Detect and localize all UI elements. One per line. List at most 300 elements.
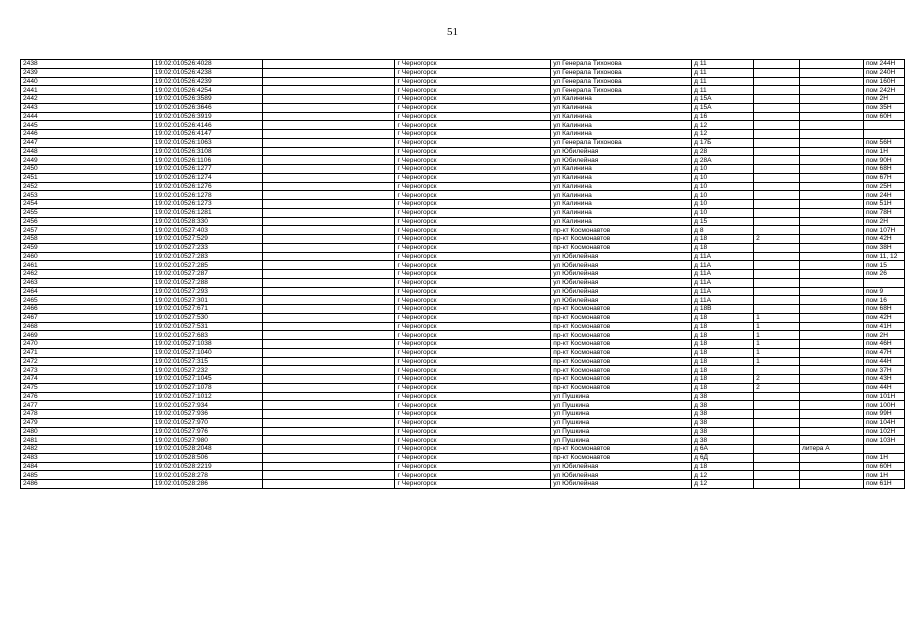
table-row bbox=[21, 112, 905, 121]
street-cell: ул Юбилейная bbox=[551, 471, 692, 480]
premises-cell: пом 38Н bbox=[863, 243, 904, 252]
house-cell: д 11А bbox=[692, 252, 754, 261]
street-cell: ул Юбилейная bbox=[551, 480, 692, 489]
city-cell: г Черногорск bbox=[395, 453, 551, 462]
cadastral-number-cell: 19:02:010527:683 bbox=[152, 331, 262, 340]
house-cell: д 11 bbox=[692, 68, 754, 77]
cadastral-number-cell: 19:02:010527:403 bbox=[152, 226, 262, 235]
row-number-cell: 2445 bbox=[21, 121, 153, 130]
street-cell: ул Калинина bbox=[551, 182, 692, 191]
cadastral-number-cell: 19:02:010526:4238 bbox=[152, 68, 262, 77]
row-number-cell: 2463 bbox=[21, 278, 153, 287]
city-cell: г Черногорск bbox=[395, 77, 551, 86]
building-cell bbox=[754, 252, 800, 261]
street-cell: ул Юбилейная bbox=[551, 156, 692, 165]
letter-cell bbox=[800, 375, 864, 384]
cadastral-number-cell: 19:02:010527:976 bbox=[152, 427, 262, 436]
building-cell bbox=[754, 226, 800, 235]
street-cell: ул Юбилейная bbox=[551, 462, 692, 471]
row-number-cell: 2461 bbox=[21, 261, 153, 270]
row-number-cell: 2472 bbox=[21, 357, 153, 366]
blank-cell-cell bbox=[262, 401, 395, 410]
cadastral-number-cell: 19:02:010526:1063 bbox=[152, 138, 262, 147]
building-cell: 1 bbox=[754, 348, 800, 357]
city-cell: г Черногорск bbox=[395, 252, 551, 261]
blank-cell-cell bbox=[262, 366, 395, 375]
house-cell: д 18 bbox=[692, 331, 754, 340]
table-row bbox=[21, 68, 905, 77]
letter-cell bbox=[800, 401, 864, 410]
row-number-cell: 2485 bbox=[21, 471, 153, 480]
city-cell: г Черногорск bbox=[395, 208, 551, 217]
cadastral-number-cell: 19:02:010527:980 bbox=[152, 436, 262, 445]
city-cell: г Черногорск bbox=[395, 340, 551, 349]
premises-cell: пом 2Н bbox=[863, 331, 904, 340]
cadastral-number-cell: 19:02:010527:936 bbox=[152, 410, 262, 419]
table-row bbox=[21, 182, 905, 191]
cadastral-table bbox=[20, 59, 905, 489]
city-cell: г Черногорск bbox=[395, 401, 551, 410]
letter-cell bbox=[800, 191, 864, 200]
row-number-cell: 2481 bbox=[21, 436, 153, 445]
house-cell: д 38 bbox=[692, 436, 754, 445]
building-cell bbox=[754, 287, 800, 296]
table-row bbox=[21, 60, 905, 69]
table-row bbox=[21, 296, 905, 305]
building-cell bbox=[754, 261, 800, 270]
premises-cell: пом 47Н bbox=[863, 348, 904, 357]
blank-cell-cell bbox=[262, 112, 395, 121]
premises-cell: пом 1Н bbox=[863, 453, 904, 462]
table-row bbox=[21, 305, 905, 314]
city-cell: г Черногорск bbox=[395, 366, 551, 375]
premises-cell: пом 43Н bbox=[863, 375, 904, 384]
house-cell: д 28 bbox=[692, 147, 754, 156]
street-cell: ул Юбилейная bbox=[551, 270, 692, 279]
city-cell: г Черногорск bbox=[395, 130, 551, 139]
cadastral-number-cell: 19:02:010526:1277 bbox=[152, 165, 262, 174]
table-row bbox=[21, 95, 905, 104]
premises-cell: пом 99Н bbox=[863, 410, 904, 419]
table-row bbox=[21, 235, 905, 244]
building-cell bbox=[754, 182, 800, 191]
cadastral-number-cell: 19:02:010528:2219 bbox=[152, 462, 262, 471]
letter-cell bbox=[800, 313, 864, 322]
street-cell: ул Юбилейная bbox=[551, 287, 692, 296]
blank-cell-cell bbox=[262, 340, 395, 349]
letter-cell bbox=[800, 453, 864, 462]
premises-cell: пом 61Н bbox=[863, 480, 904, 489]
city-cell: г Черногорск bbox=[395, 95, 551, 104]
row-number-cell: 2441 bbox=[21, 86, 153, 95]
table-row bbox=[21, 270, 905, 279]
row-number-cell: 2452 bbox=[21, 182, 153, 191]
blank-cell-cell bbox=[262, 348, 395, 357]
table-row bbox=[21, 77, 905, 86]
cadastral-number-cell: 19:02:010526:1278 bbox=[152, 191, 262, 200]
letter-cell bbox=[800, 287, 864, 296]
table-row bbox=[21, 418, 905, 427]
city-cell: г Черногорск bbox=[395, 383, 551, 392]
letter-cell bbox=[800, 278, 864, 287]
cadastral-number-cell: 19:02:010526:3108 bbox=[152, 147, 262, 156]
letter-cell bbox=[800, 68, 864, 77]
house-cell: д 18 bbox=[692, 366, 754, 375]
house-cell: д 11 bbox=[692, 77, 754, 86]
letter-cell bbox=[800, 243, 864, 252]
table-row bbox=[21, 357, 905, 366]
letter-cell bbox=[800, 103, 864, 112]
row-number-cell: 2450 bbox=[21, 165, 153, 174]
premises-cell: пом 42Н bbox=[863, 235, 904, 244]
letter-cell: литера А bbox=[800, 445, 864, 454]
city-cell: г Черногорск bbox=[395, 68, 551, 77]
cadastral-number-cell: 19:02:010527:970 bbox=[152, 418, 262, 427]
building-cell bbox=[754, 418, 800, 427]
letter-cell bbox=[800, 366, 864, 375]
building-cell bbox=[754, 208, 800, 217]
cadastral-number-cell: 19:02:010526:3646 bbox=[152, 103, 262, 112]
table-row bbox=[21, 331, 905, 340]
letter-cell bbox=[800, 261, 864, 270]
row-number-cell: 2466 bbox=[21, 305, 153, 314]
letter-cell bbox=[800, 138, 864, 147]
building-cell bbox=[754, 401, 800, 410]
premises-cell: пом 107Н bbox=[863, 226, 904, 235]
building-cell bbox=[754, 392, 800, 401]
cadastral-number-cell: 19:02:010527:1045 bbox=[152, 375, 262, 384]
blank-cell-cell bbox=[262, 226, 395, 235]
letter-cell bbox=[800, 471, 864, 480]
blank-cell-cell bbox=[262, 173, 395, 182]
street-cell: ул Генерала Тихонова bbox=[551, 60, 692, 69]
blank-cell-cell bbox=[262, 130, 395, 139]
table-row bbox=[21, 410, 905, 419]
street-cell: ул Генерала Тихонова bbox=[551, 77, 692, 86]
street-cell: ул Калинина bbox=[551, 191, 692, 200]
blank-cell-cell bbox=[262, 138, 395, 147]
row-number-cell: 2469 bbox=[21, 331, 153, 340]
blank-cell-cell bbox=[262, 261, 395, 270]
cadastral-number-cell: 19:02:010526:4147 bbox=[152, 130, 262, 139]
blank-cell-cell bbox=[262, 165, 395, 174]
street-cell: ул Генерала Тихонова bbox=[551, 86, 692, 95]
cadastral-number-cell: 19:02:010527:293 bbox=[152, 287, 262, 296]
building-cell bbox=[754, 103, 800, 112]
premises-cell: пом 101Н bbox=[863, 392, 904, 401]
building-cell bbox=[754, 480, 800, 489]
street-cell: пр-кт Космонавтов bbox=[551, 453, 692, 462]
premises-cell: пом 68Н bbox=[863, 165, 904, 174]
street-cell: ул Калинина bbox=[551, 165, 692, 174]
cadastral-number-cell: 19:02:010527:1040 bbox=[152, 348, 262, 357]
street-cell: пр-кт Космонавтов bbox=[551, 235, 692, 244]
street-cell: пр-кт Космонавтов bbox=[551, 243, 692, 252]
row-number-cell: 2448 bbox=[21, 147, 153, 156]
letter-cell bbox=[800, 165, 864, 174]
street-cell: ул Юбилейная bbox=[551, 296, 692, 305]
table-row bbox=[21, 366, 905, 375]
premises-cell: пом 37Н bbox=[863, 366, 904, 375]
letter-cell bbox=[800, 340, 864, 349]
street-cell: пр-кт Космонавтов bbox=[551, 322, 692, 331]
street-cell: ул Юбилейная bbox=[551, 261, 692, 270]
row-number-cell: 2449 bbox=[21, 156, 153, 165]
cadastral-number-cell: 19:02:010526:3919 bbox=[152, 112, 262, 121]
row-number-cell: 2475 bbox=[21, 383, 153, 392]
house-cell: д 18 bbox=[692, 357, 754, 366]
cadastral-number-cell: 19:02:010528:278 bbox=[152, 471, 262, 480]
row-number-cell: 2458 bbox=[21, 235, 153, 244]
house-cell: д 18В bbox=[692, 305, 754, 314]
row-number-cell: 2442 bbox=[21, 95, 153, 104]
table-row bbox=[21, 156, 905, 165]
premises-cell: пом 46Н bbox=[863, 340, 904, 349]
building-cell bbox=[754, 95, 800, 104]
street-cell: ул Калинина bbox=[551, 217, 692, 226]
table-row bbox=[21, 401, 905, 410]
cadastral-number-cell: 19:02:010527:934 bbox=[152, 401, 262, 410]
premises-cell: пом 25Н bbox=[863, 182, 904, 191]
premises-cell: пом 44Н bbox=[863, 383, 904, 392]
city-cell: г Черногорск bbox=[395, 331, 551, 340]
city-cell: г Черногорск bbox=[395, 217, 551, 226]
premises-cell: пом 2Н bbox=[863, 95, 904, 104]
house-cell: д 18 bbox=[692, 322, 754, 331]
row-number-cell: 2443 bbox=[21, 103, 153, 112]
house-cell: д 6Д bbox=[692, 453, 754, 462]
building-cell bbox=[754, 270, 800, 279]
row-number-cell: 2470 bbox=[21, 340, 153, 349]
cadastral-number-cell: 19:02:010527:530 bbox=[152, 313, 262, 322]
city-cell: г Черногорск bbox=[395, 471, 551, 480]
row-number-cell: 2473 bbox=[21, 366, 153, 375]
cadastral-number-cell: 19:02:010527:671 bbox=[152, 305, 262, 314]
table-row bbox=[21, 252, 905, 261]
premises-cell bbox=[863, 445, 904, 454]
house-cell: д 8 bbox=[692, 226, 754, 235]
building-cell bbox=[754, 121, 800, 130]
blank-cell-cell bbox=[262, 322, 395, 331]
premises-cell: пом 42Н bbox=[863, 313, 904, 322]
table-row bbox=[21, 226, 905, 235]
premises-cell: пом 67Н bbox=[863, 173, 904, 182]
letter-cell bbox=[800, 436, 864, 445]
row-number-cell: 2444 bbox=[21, 112, 153, 121]
street-cell: пр-кт Космонавтов bbox=[551, 313, 692, 322]
row-number-cell: 2476 bbox=[21, 392, 153, 401]
building-cell bbox=[754, 200, 800, 209]
city-cell: г Черногорск bbox=[395, 235, 551, 244]
letter-cell bbox=[800, 427, 864, 436]
city-cell: г Черногорск bbox=[395, 392, 551, 401]
street-cell: пр-кт Космонавтов bbox=[551, 383, 692, 392]
blank-cell-cell bbox=[262, 77, 395, 86]
premises-cell: пом 244Н bbox=[863, 60, 904, 69]
building-cell bbox=[754, 77, 800, 86]
street-cell: пр-кт Космонавтов bbox=[551, 357, 692, 366]
blank-cell-cell bbox=[262, 305, 395, 314]
row-number-cell: 2482 bbox=[21, 445, 153, 454]
blank-cell-cell bbox=[262, 95, 395, 104]
city-cell: г Черногорск bbox=[395, 270, 551, 279]
blank-cell-cell bbox=[262, 60, 395, 69]
table-row bbox=[21, 278, 905, 287]
building-cell bbox=[754, 305, 800, 314]
street-cell: ул Калинина bbox=[551, 130, 692, 139]
city-cell: г Черногорск bbox=[395, 287, 551, 296]
street-cell: ул Пушкина bbox=[551, 410, 692, 419]
blank-cell-cell bbox=[262, 453, 395, 462]
city-cell: г Черногорск bbox=[395, 313, 551, 322]
house-cell: д 11А bbox=[692, 296, 754, 305]
table-row bbox=[21, 200, 905, 209]
house-cell: д 15А bbox=[692, 103, 754, 112]
row-number-cell: 2464 bbox=[21, 287, 153, 296]
city-cell: г Черногорск bbox=[395, 445, 551, 454]
cadastral-number-cell: 19:02:010527:288 bbox=[152, 278, 262, 287]
building-cell bbox=[754, 471, 800, 480]
letter-cell bbox=[800, 392, 864, 401]
row-number-cell: 2477 bbox=[21, 401, 153, 410]
house-cell: д 12 bbox=[692, 130, 754, 139]
table-row bbox=[21, 348, 905, 357]
building-cell bbox=[754, 366, 800, 375]
street-cell: пр-кт Космонавтов bbox=[551, 340, 692, 349]
building-cell: 1 bbox=[754, 331, 800, 340]
row-number-cell: 2453 bbox=[21, 191, 153, 200]
cadastral-number-cell: 19:02:010527:531 bbox=[152, 322, 262, 331]
street-cell: пр-кт Космонавтов bbox=[551, 305, 692, 314]
letter-cell bbox=[800, 357, 864, 366]
row-number-cell: 2483 bbox=[21, 453, 153, 462]
city-cell: г Черногорск bbox=[395, 375, 551, 384]
house-cell: д 18 bbox=[692, 348, 754, 357]
city-cell: г Черногорск bbox=[395, 357, 551, 366]
cadastral-number-cell: 19:02:010527:283 bbox=[152, 252, 262, 261]
building-cell bbox=[754, 296, 800, 305]
table-row bbox=[21, 471, 905, 480]
cadastral-number-cell: 19:02:010526:3589 bbox=[152, 95, 262, 104]
blank-cell-cell bbox=[262, 68, 395, 77]
street-cell: ул Калинина bbox=[551, 112, 692, 121]
building-cell bbox=[754, 86, 800, 95]
blank-cell-cell bbox=[262, 103, 395, 112]
letter-cell bbox=[800, 182, 864, 191]
letter-cell bbox=[800, 173, 864, 182]
blank-cell-cell bbox=[262, 427, 395, 436]
building-cell bbox=[754, 68, 800, 77]
house-cell: д 11А bbox=[692, 261, 754, 270]
house-cell: д 11А bbox=[692, 270, 754, 279]
building-cell bbox=[754, 427, 800, 436]
cadastral-number-cell: 19:02:010527:1078 bbox=[152, 383, 262, 392]
letter-cell bbox=[800, 348, 864, 357]
cadastral-number-cell: 19:02:010528:286 bbox=[152, 480, 262, 489]
row-number-cell: 2451 bbox=[21, 173, 153, 182]
cadastral-number-cell: 19:02:010526:1274 bbox=[152, 173, 262, 182]
letter-cell bbox=[800, 480, 864, 489]
table-row bbox=[21, 436, 905, 445]
letter-cell bbox=[800, 270, 864, 279]
row-number-cell: 2467 bbox=[21, 313, 153, 322]
cadastral-number-cell: 19:02:010527:529 bbox=[152, 235, 262, 244]
premises-cell: пом 9 bbox=[863, 287, 904, 296]
street-cell: ул Генерала Тихонова bbox=[551, 68, 692, 77]
house-cell: д 11 bbox=[692, 86, 754, 95]
row-number-cell: 2440 bbox=[21, 77, 153, 86]
house-cell: д 15 bbox=[692, 217, 754, 226]
blank-cell-cell bbox=[262, 445, 395, 454]
cadastral-number-cell: 19:02:010526:1276 bbox=[152, 182, 262, 191]
table-row bbox=[21, 243, 905, 252]
row-number-cell: 2486 bbox=[21, 480, 153, 489]
city-cell: г Черногорск bbox=[395, 480, 551, 489]
city-cell: г Черногорск bbox=[395, 200, 551, 209]
cadastral-number-cell: 19:02:010526:4254 bbox=[152, 86, 262, 95]
city-cell: г Черногорск bbox=[395, 296, 551, 305]
cadastral-number-cell: 19:02:010527:1038 bbox=[152, 340, 262, 349]
house-cell: д 18 bbox=[692, 462, 754, 471]
row-number-cell: 2438 bbox=[21, 60, 153, 69]
premises-cell: пом 51Н bbox=[863, 200, 904, 209]
building-cell bbox=[754, 410, 800, 419]
row-number-cell: 2447 bbox=[21, 138, 153, 147]
cadastral-number-cell: 19:02:010527:287 bbox=[152, 270, 262, 279]
blank-cell-cell bbox=[262, 313, 395, 322]
city-cell: г Черногорск bbox=[395, 103, 551, 112]
table-row bbox=[21, 261, 905, 270]
house-cell: д 38 bbox=[692, 392, 754, 401]
building-cell bbox=[754, 130, 800, 139]
house-cell: д 17Б bbox=[692, 138, 754, 147]
premises-cell bbox=[863, 278, 904, 287]
street-cell: пр-кт Космонавтов bbox=[551, 348, 692, 357]
row-number-cell: 2479 bbox=[21, 418, 153, 427]
street-cell: ул Калинина bbox=[551, 95, 692, 104]
house-cell: д 10 bbox=[692, 200, 754, 209]
premises-cell: пом 1Н bbox=[863, 471, 904, 480]
letter-cell bbox=[800, 296, 864, 305]
premises-cell: пом 24Н bbox=[863, 191, 904, 200]
building-cell bbox=[754, 165, 800, 174]
city-cell: г Черногорск bbox=[395, 410, 551, 419]
letter-cell bbox=[800, 147, 864, 156]
row-number-cell: 2456 bbox=[21, 217, 153, 226]
row-number-cell: 2471 bbox=[21, 348, 153, 357]
cadastral-number-cell: 19:02:010526:4239 bbox=[152, 77, 262, 86]
blank-cell-cell bbox=[262, 357, 395, 366]
house-cell: д 6А bbox=[692, 445, 754, 454]
row-number-cell: 2455 bbox=[21, 208, 153, 217]
blank-cell-cell bbox=[262, 235, 395, 244]
city-cell: г Черногорск bbox=[395, 305, 551, 314]
house-cell: д 38 bbox=[692, 418, 754, 427]
street-cell: ул Калинина bbox=[551, 173, 692, 182]
cadastral-number-cell: 19:02:010528:506 bbox=[152, 453, 262, 462]
cadastral-number-cell: 19:02:010526:4146 bbox=[152, 121, 262, 130]
blank-cell-cell bbox=[262, 200, 395, 209]
table-row bbox=[21, 217, 905, 226]
blank-cell-cell bbox=[262, 278, 395, 287]
row-number-cell: 2454 bbox=[21, 200, 153, 209]
street-cell: пр-кт Космонавтов bbox=[551, 375, 692, 384]
building-cell: 2 bbox=[754, 383, 800, 392]
letter-cell bbox=[800, 95, 864, 104]
city-cell: г Черногорск bbox=[395, 226, 551, 235]
table-row bbox=[21, 392, 905, 401]
house-cell: д 12 bbox=[692, 480, 754, 489]
